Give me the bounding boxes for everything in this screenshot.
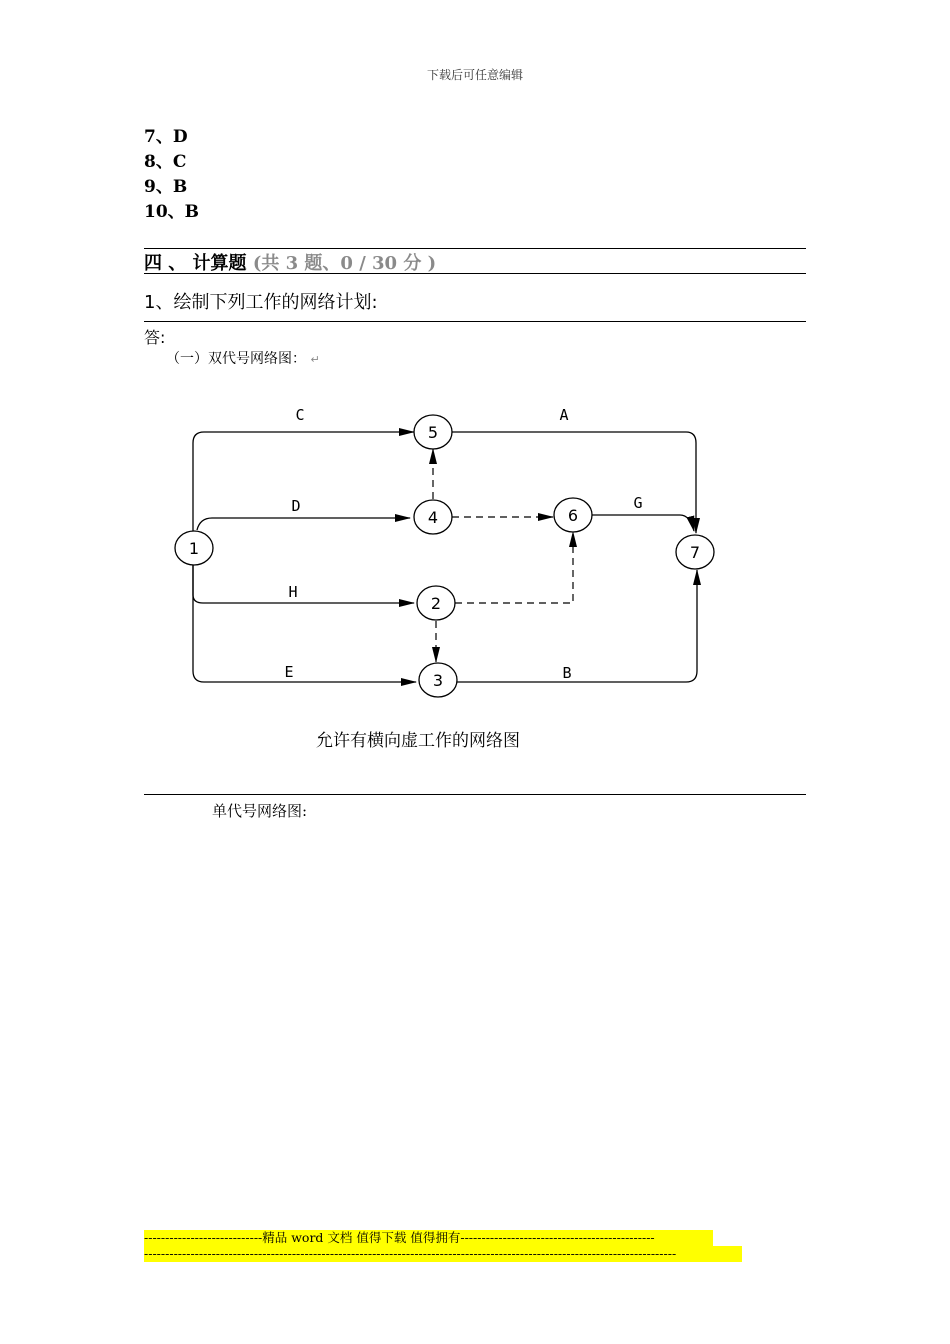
node-label: 7 <box>689 543 701 562</box>
activity-label: A <box>559 406 569 424</box>
activity-label: E <box>284 663 294 681</box>
activity-e-arrow <box>193 563 416 682</box>
header-note: 下载后可任意编辑 <box>426 68 523 82</box>
single-code-heading: 单代号网络图: <box>212 802 308 820</box>
activity-label: D <box>291 497 301 515</box>
node-label: 6 <box>567 506 579 525</box>
question-text: 1、绘制下列工作的网络计划: <box>144 292 378 313</box>
activity-b-arrow <box>456 570 697 682</box>
diagram-rule <box>144 794 806 795</box>
dummy-2-6 <box>455 532 573 603</box>
node-label: 1 <box>188 539 200 558</box>
node-label: 4 <box>427 508 439 527</box>
activity-label: H <box>288 583 298 601</box>
answer-label: 答: <box>144 328 166 347</box>
answer-item: 9、B <box>144 177 188 197</box>
answer-item: 10、B <box>144 202 200 222</box>
answer-item: 8、C <box>144 152 187 172</box>
answer-item: 7、D <box>144 127 188 147</box>
activity-h-arrow <box>193 563 414 603</box>
activity-label: C <box>295 406 305 424</box>
node-label: 5 <box>427 423 439 442</box>
return-mark: ↵ <box>310 353 320 366</box>
node-label: 2 <box>430 594 442 613</box>
section-title-text: 四 、 计算题 <box>144 253 247 274</box>
node-label: 3 <box>432 671 444 690</box>
subheading-text: （一）双代号网络图： <box>166 351 306 367</box>
activity-d-arrow <box>197 518 410 530</box>
footer-banner <box>144 1230 742 1262</box>
section-meta: (共 3 题、0 / 30 分 ) <box>252 253 437 274</box>
activity-c-arrow <box>193 432 414 534</box>
footer-line-2: ------------------------------------------------------------------------------------------------------------------------------ <box>144 1246 742 1262</box>
activity-g-arrow <box>591 515 694 531</box>
diagram-caption: 允许有横向虚工作的网络图 <box>316 731 520 751</box>
activity-label: G <box>633 494 643 512</box>
activity-label: B <box>562 664 572 682</box>
footer-line-1: ----------------------------精品 word 文档 值得下载 值得拥有---------------------------------------------- <box>144 1230 713 1246</box>
